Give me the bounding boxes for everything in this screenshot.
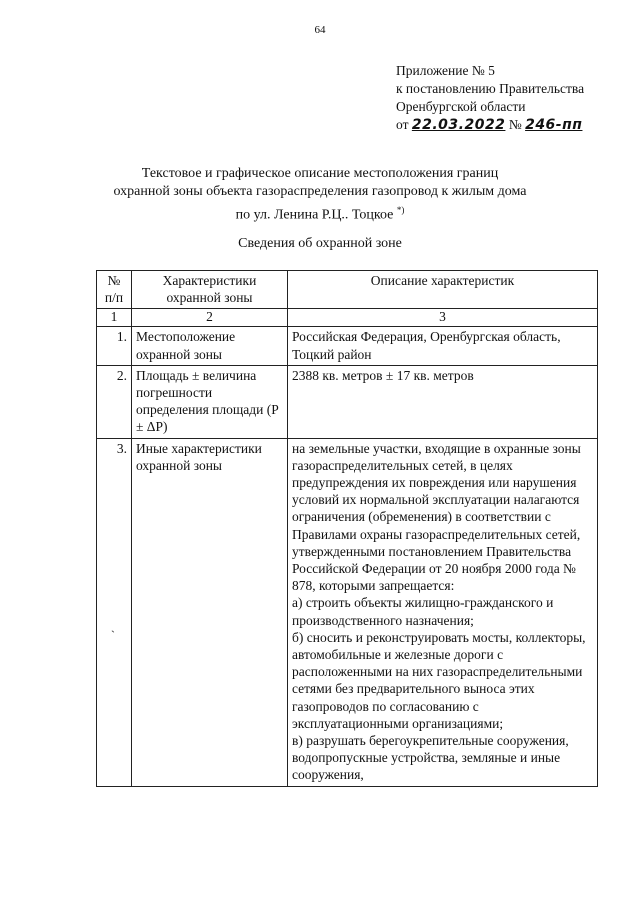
row-characteristic: Иные характеристики охранной зоны bbox=[132, 438, 288, 786]
footnote-mark: *) bbox=[396, 205, 405, 215]
column-number-row bbox=[97, 309, 598, 327]
row-characteristic: Площадь ± величина погрешности определения площади (P ± ΔP) bbox=[132, 365, 288, 438]
description-paragraph: а) строить объекты жилищно-гражданского и производственного назначения; bbox=[292, 595, 554, 628]
description-paragraph: в) разрушать берегоукрепительные сооружения, водопропускные устройства, земляные и иные сооружения, bbox=[292, 733, 569, 783]
row-description: Российская Федерация, Оренбургская область, Тоцкий район bbox=[288, 327, 598, 365]
number-prefix: № bbox=[508, 117, 522, 132]
appendix-date-line bbox=[396, 116, 584, 134]
description-paragraph: б) сносить и реконструировать мосты, коллекторы, автомобильные и железные дороги с расположенными на них газораспределительными сетями без предварительного выноса этих газопроводов по согласованию с эксплуатационными организациями; bbox=[292, 629, 586, 731]
description-paragraph: на земельные участки, входящие в охранные зоны газораспределительных сетей, в целях предупреждения их повреждения или нарушения условий их нормальной эксплуатации налагаются ограничения (обременения) в соответствии с Правилами охраны газораспределительных сетей, утвержденными постановлением Правительства Российской Федерации от 20 ноября 2000 года № 878, которыми запрещается: bbox=[292, 440, 581, 594]
handwritten-number: 246-пп bbox=[525, 117, 583, 133]
document-title bbox=[0, 165, 640, 225]
table-row bbox=[97, 365, 598, 438]
header-number: № п/п bbox=[97, 271, 132, 309]
appendix-title: Приложение № 5 bbox=[396, 63, 495, 78]
appendix-line-region: Оренбургской области bbox=[396, 99, 526, 114]
handwritten-date: 22.03.2022 bbox=[411, 117, 506, 133]
table-header-row bbox=[97, 271, 598, 309]
title-line-3: по ул. Ленина Р.Ц.. Тоцкое *) bbox=[235, 205, 405, 223]
appendix-line-decree: к постановлению Правительства bbox=[396, 81, 585, 96]
date-prefix: от bbox=[396, 117, 409, 132]
row-characteristic: Местоположение охранной зоны bbox=[132, 327, 288, 365]
title-line-2: охранной зоны объекта газораспределения газопровод к жилым дома bbox=[113, 184, 527, 199]
appendix-block bbox=[396, 62, 584, 134]
row-number-cell bbox=[97, 438, 132, 786]
column-number: 2 bbox=[132, 309, 288, 327]
title-line-1: Текстовое и графическое описание местоположения границ bbox=[141, 166, 499, 181]
column-number: 3 bbox=[288, 309, 598, 327]
row-description: 2388 кв. метров ± 17 кв. метров bbox=[288, 365, 598, 438]
row-description bbox=[288, 438, 598, 786]
stray-mark: ` bbox=[111, 627, 115, 642]
table-row bbox=[97, 327, 598, 365]
row-number: 1. bbox=[97, 327, 132, 365]
protection-zone-table bbox=[96, 270, 598, 787]
section-subtitle: Сведения об охранной зоне bbox=[238, 236, 402, 251]
header-description: Описание характеристик bbox=[288, 271, 598, 309]
column-number: 1 bbox=[97, 309, 132, 327]
header-characteristic: Характеристики охранной зоны bbox=[132, 271, 288, 309]
page-number: 64 bbox=[314, 24, 326, 36]
row-number: 3. bbox=[116, 440, 127, 456]
table-row bbox=[97, 438, 598, 786]
row-number: 2. bbox=[97, 365, 132, 438]
